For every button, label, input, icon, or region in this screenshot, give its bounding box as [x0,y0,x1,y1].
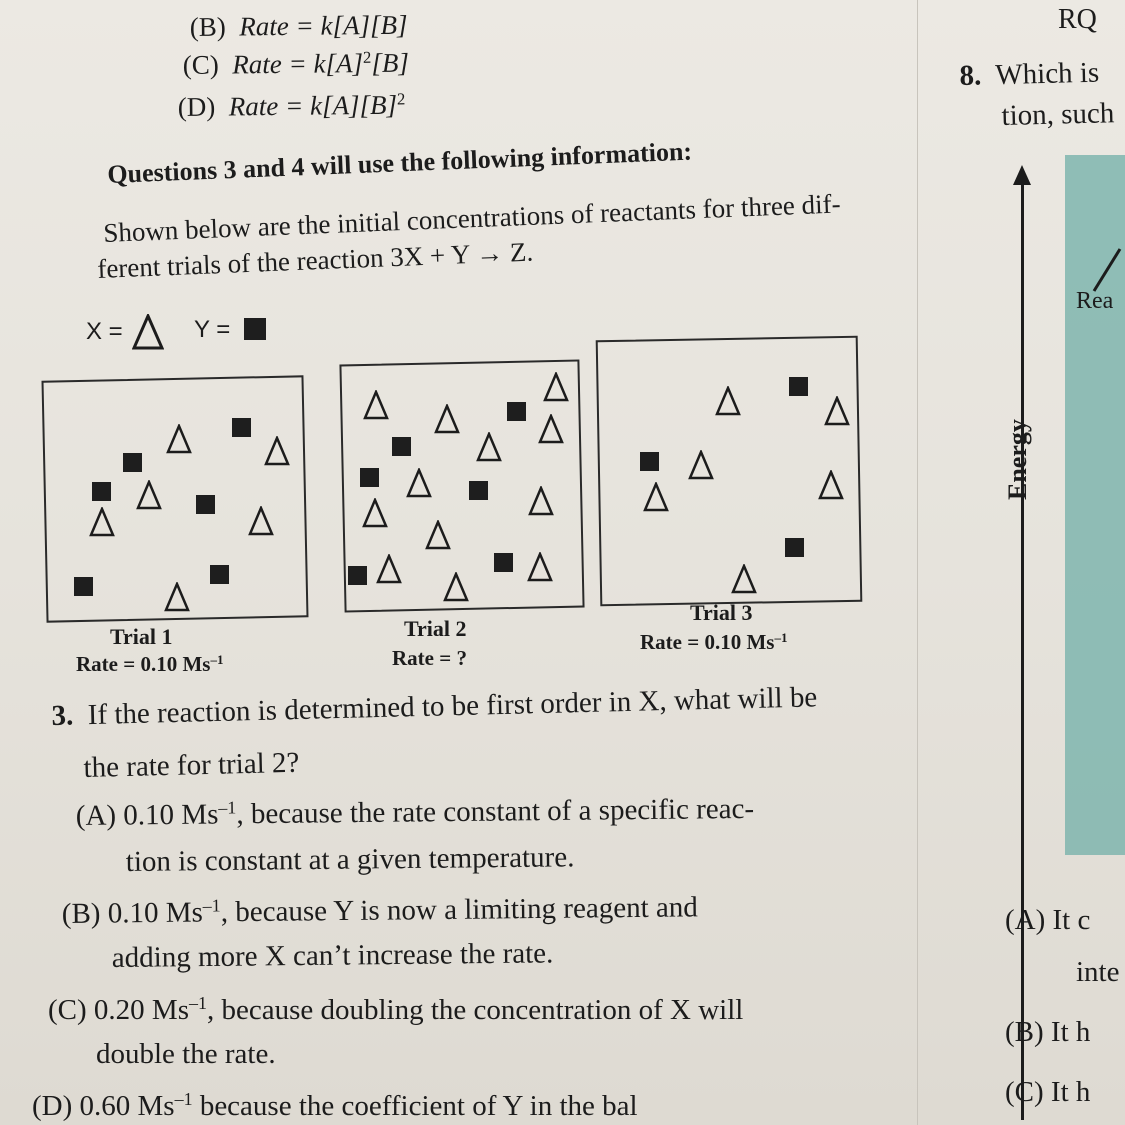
option-a-line-1[interactable]: (A) 0.10 $Ms^{-1}$, because the rate constant of a specific reac- [75,792,755,833]
x-molecule-triangle-icon [248,506,274,536]
reactants-label: Rea [1076,288,1114,314]
option-c-line-2: double the rate. [96,1038,276,1070]
legend-y: Y = [194,316,231,343]
trial-1-rate: Rate = 0.10 $Ms^{-1}$ [76,651,224,676]
right-header: RQ [1058,4,1097,35]
right-option-a-cont: inte [1076,956,1120,988]
y-molecule-square-icon [348,566,367,585]
y-molecule-square-icon [392,437,411,456]
x-molecule-triangle-icon [543,372,569,402]
trial-2-caption: Trial 2 [404,616,467,641]
option-c-line-1[interactable]: (C) 0.20 $Ms^{-1}$, because doubling the concentration of X will [48,993,744,1026]
x-molecule-triangle-icon [538,414,564,444]
y-molecule-square-icon [785,538,804,557]
y-molecule-square-icon [494,553,513,572]
question-8-line-1: 8. Which is [959,56,1100,93]
y-molecule-square-icon [74,577,93,596]
x-molecule-triangle-icon [824,396,850,426]
y-molecule-square-icon [92,482,111,501]
option-a-line-2: tion is constant at a given temperature. [125,841,575,879]
x-molecule-triangle-icon [406,468,432,498]
option-b-line-2: adding more X can’t increase the rate. [111,937,554,975]
x-molecule-triangle-icon [264,436,290,466]
x-molecule-triangle-icon [527,552,553,582]
right-option-c[interactable]: (C) It h [1005,1076,1091,1108]
trial-2-rate: Rate = ? [392,646,467,670]
y-molecule-square-icon [123,453,142,472]
question-3-line-1: 3. If the reaction is determined to be first order in X, what will be [51,681,818,733]
y-molecule-square-icon [196,495,215,514]
x-molecule-triangle-icon [688,450,714,480]
question-8-line-2: tion, such [1001,97,1115,133]
legend-x: X = [86,318,123,345]
column-divider [917,0,918,1125]
x-molecule-triangle-icon [363,390,389,420]
option-b-line-1[interactable]: (B) 0.10 $Ms^{-1}$, because Y is now a limiting reagent and [61,891,698,931]
question-3-line-2: the rate for trial 2? [83,746,300,785]
x-molecule-triangle-icon [164,582,190,612]
y-molecule-square-icon [469,481,488,500]
legend-square-icon [244,318,266,340]
right-option-a[interactable]: (A) It c [1005,904,1091,936]
x-molecule-triangle-icon [425,520,451,550]
x-molecule-triangle-icon [731,564,757,594]
legend-triangle-icon [132,314,164,355]
x-molecule-triangle-icon [643,482,669,512]
trial-3-caption: Trial 3 [690,600,753,625]
trial-1-caption: Trial 1 [110,624,173,649]
top-choice-b: (B) Rate = k[A][B] [189,9,408,43]
right-option-b[interactable]: (B) It h [1005,1016,1091,1048]
intro-heading: Questions 3 and 4 will use the following information: [106,136,693,190]
energy-axis [1021,180,1024,1120]
x-molecule-triangle-icon [443,572,469,602]
x-molecule-triangle-icon [136,480,162,510]
y-molecule-square-icon [210,565,229,584]
top-choice-c: (C) Rate = $k[A]^2[B]$ [182,47,410,81]
intro-line-1: Shown below are the initial concentrations of reactants for three dif- [102,188,842,249]
x-molecule-triangle-icon [818,470,844,500]
y-molecule-square-icon [232,418,251,437]
top-choice-d: (D) Rate = $k[A][B]^2$ [177,89,406,123]
y-molecule-square-icon [507,402,526,421]
x-molecule-triangle-icon [89,507,115,537]
x-molecule-triangle-icon [434,404,460,434]
x-molecule-triangle-icon [715,386,741,416]
energy-axis-label: Energy [1003,419,1032,500]
y-molecule-square-icon [360,468,379,487]
trial-3-rate: Rate = 0.10 $Ms^{-1}$ [640,629,788,654]
x-molecule-triangle-icon [376,554,402,584]
x-molecule-triangle-icon [476,432,502,462]
x-molecule-triangle-icon [166,424,192,454]
x-molecule-triangle-icon [362,498,388,528]
y-molecule-square-icon [640,452,659,471]
y-molecule-square-icon [789,377,808,396]
intro-line-2: ferent trials of the reaction 3X + Y → Z. [96,236,534,285]
option-d-line-1[interactable]: (D) 0.60 $Ms^{-1}$ because the coefficient of Y in the bal [32,1089,638,1122]
x-molecule-triangle-icon [528,486,554,516]
